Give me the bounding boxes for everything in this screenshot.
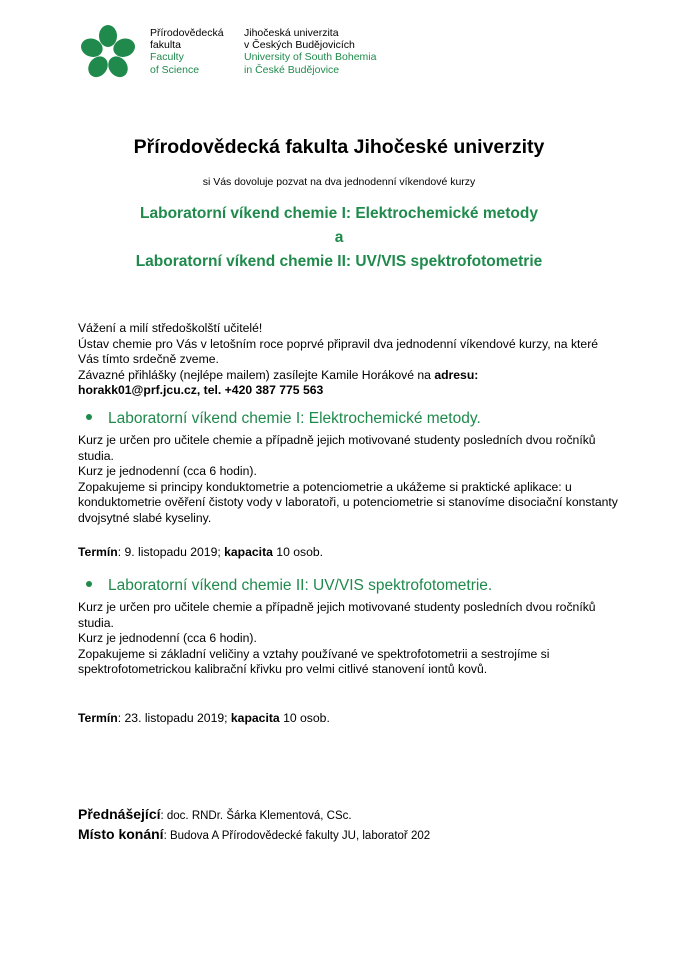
- faculty-cz-line-2: fakulta: [150, 39, 181, 52]
- term-label: Termín: [78, 711, 118, 725]
- capacity-value: 10 osob.: [279, 711, 330, 725]
- section-2-heading-text: Laboratorní víkend chemie II: UV/VIS spektrofotometrie.: [108, 577, 493, 594]
- section-1-heading-text: Laboratorní víkend chemie I: Elektrochemické metody.: [108, 410, 481, 427]
- lecturer-value: : doc. RNDr. Šárka Klementová, CSc.: [160, 810, 352, 822]
- registration-text: [78, 368, 618, 384]
- faculty-name-block: [150, 27, 224, 76]
- bullet-icon: [86, 414, 92, 420]
- lecturer-line: [78, 806, 352, 824]
- faculty-en-line-1: Faculty: [150, 51, 184, 64]
- university-cz-line-2: v Českých Budějovicích: [244, 39, 355, 52]
- section-2-description: Zopakujeme si základní veličiny a vztahy používané ve spektrofotometrii a sestrojíme si spektrofotometrickou kalibrační křivku pro velmi citlivé stanovení iontů kovů.: [78, 646, 550, 677]
- section-2-body: [78, 600, 618, 678]
- intro-text: Ústav chemie pro Vás v letošním roce poprvé připravil dva jednodenní víkendové kurzy, na které Vás tímto srdečně zveme.: [78, 336, 599, 367]
- venue-label: Místo konání: [78, 826, 164, 842]
- capacity-label: kapacita: [224, 545, 273, 559]
- flower-five-petal-icon: [78, 22, 138, 82]
- term-value: : 23. listopadu 2019;: [117, 711, 231, 725]
- greeting: Vážení a milí středoškolští učitelé!: [78, 321, 263, 335]
- course-title-1: Laboratorní víkend chemie I: Elektrochemické metody: [140, 205, 538, 222]
- university-en-line-2: in České Budějovice: [244, 63, 340, 76]
- capacity-label: kapacita: [230, 711, 280, 725]
- university-en-line-1: University of South Bohemia: [244, 51, 377, 64]
- venue-line: [78, 826, 430, 844]
- section-1-audience: Kurz je určen pro učitele chemie a případně jejich motivované studenty posledních dvou ročníků studia.: [78, 433, 596, 463]
- faculty-en-line-2: of Science: [150, 63, 200, 76]
- bullet-icon: [86, 581, 92, 587]
- registration-line: Závazné přihlášky (nejlépe mailem) zasílejte Kamile Horákové na: [78, 367, 435, 382]
- term-label: Termín: [78, 545, 118, 559]
- course-title-connector: a: [334, 229, 344, 246]
- section-1-heading: [86, 410, 481, 428]
- section-1-duration: Kurz je jednodenní (cca 6 hodin).: [78, 464, 257, 479]
- intro-block: [78, 321, 618, 399]
- university-name-block: [244, 27, 376, 76]
- invitation-line: si Vás dovoluje pozvat na dva jednodenní víkendové kurzy: [202, 176, 476, 188]
- capacity-value: 10 osob.: [272, 545, 324, 559]
- term-value: : 9. listopadu 2019;: [117, 545, 225, 559]
- lecturer-label: Přednášející: [78, 806, 161, 822]
- section-2-duration: Kurz je jednodenní (cca 6 hodin).: [78, 631, 257, 646]
- venue-value: : Budova A Přírodovědecké fakulty JU, laboratoř 202: [163, 830, 431, 842]
- section-1-term: [78, 545, 323, 559]
- section-2-audience: Kurz je určen pro učitele chemie a případně jejich motivované studenty posledních dvou ročníků studia.: [78, 600, 596, 630]
- contact-line: [78, 383, 618, 399]
- section-1-description: Zopakujeme si principy konduktometrie a potenciometrie a ukážeme si praktické aplikace: u konduktometrie ověření čistoty vody v laboratoři, u potenciometrie si stanovíme disociační konstanty dvojsytné slabé kyseliny.: [78, 479, 618, 525]
- section-1-body: [78, 433, 618, 527]
- university-cz-line-1: Jihočeská univerzita: [244, 27, 339, 39]
- section-2-heading: [86, 577, 492, 595]
- course-title-2: Laboratorní víkend chemie II: UV/VIS spektrofotometrie: [135, 253, 543, 270]
- section-2-term: [78, 711, 330, 725]
- faculty-cz-line-1: Přírodovědecká: [150, 27, 224, 39]
- contact-info: horakk01@prf.jcu.cz, tel. +420 387 775 563: [78, 383, 324, 398]
- page-title: Přírodovědecká fakulta Jihočeské univerzity: [133, 136, 545, 158]
- address-label: adresu:: [434, 367, 479, 382]
